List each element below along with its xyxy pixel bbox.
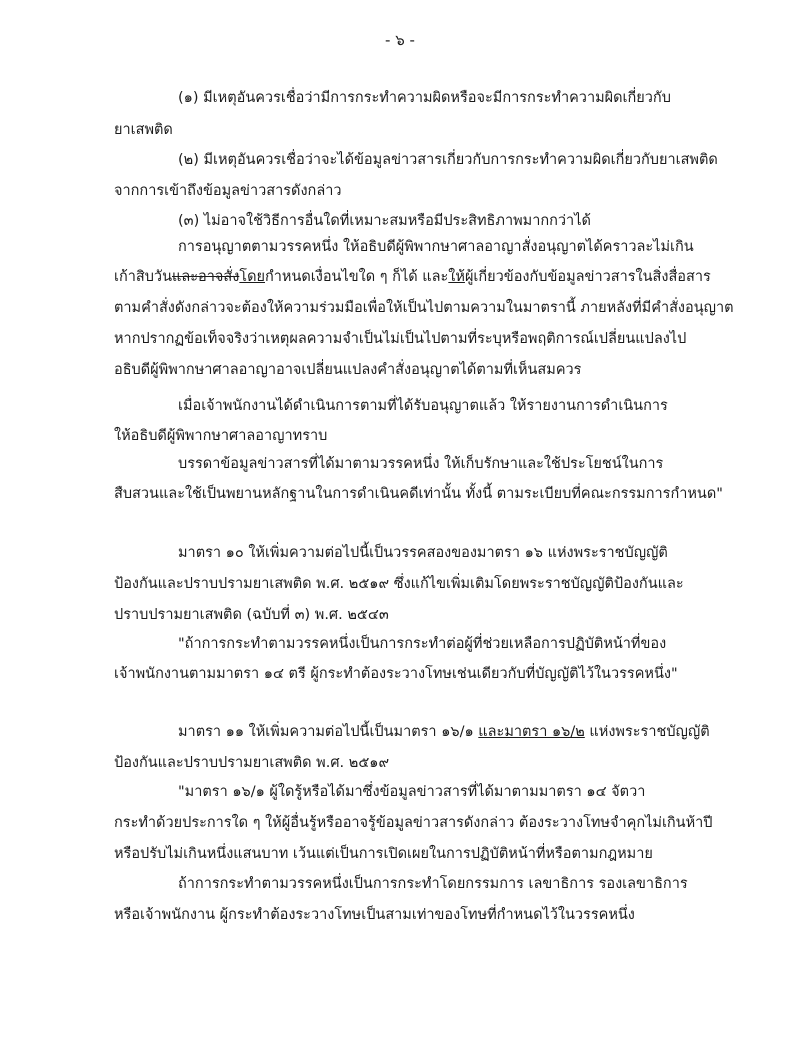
para-line: ยาเสพติด [114, 122, 173, 138]
text-span: เก้าสิบวัน [114, 269, 172, 285]
para-line: กระทำด้วยประการใด ๆ ให้ผู้อื่นรู้หรืออาจรู้ข้อมูลข่าวสารดังกล่าว ต้องระวางโทษจำคุกไม่เกินห้าปี [114, 815, 713, 831]
para-line: จากการเข้าถึงข้อมูลข่าวสารดังกล่าว [114, 183, 342, 199]
para-line: อธิบดีผู้พิพากษาศาลอาญาอาจเปลี่ยนแปลงคำสั่งอนุญาตได้ตามที่เห็นสมควร [114, 362, 582, 378]
underlined-text: และมาตรา ๑๖/๒ [478, 724, 585, 740]
para-line: เจ้าพนักงานตามมาตรา ๑๔ ตรี ผู้กระทำต้องระวางโทษเช่นเดียวกับที่บัญญัติไว้ในวรรคหนึ่ง" [114, 666, 678, 682]
text-span: กำหนดเงื่อนไขใด ๆ ก็ได้ และ [265, 269, 449, 285]
para-line: ให้อธิบดีผู้พิพากษาศาลอาญาทราบ [114, 428, 328, 444]
para-line: (๓) ไม่อาจใช้วิธีการอื่นใดที่เหมาะสมหรือมีประสิทธิภาพมากกว่าได้ [178, 213, 591, 229]
para-line: ถ้าการกระทำตามวรรคหนึ่งเป็นการกระทำโดยกรรมการ เลขาธิการ รองเลขาธิการ [178, 876, 688, 892]
text-span: มาตรา ๑๑ ให้เพิ่มความต่อไปนี้เป็นมาตรา ๑๖/๑ [178, 724, 479, 740]
para-line: สืบสวนและใช้เป็นพยานหลักฐานในการดำเนินคดีเท่านั้น ทั้งนี้ ตามระเบียบที่คณะกรรมการกำหนด" [114, 486, 723, 502]
para-line: หรือเจ้าพนักงาน ผู้กระทำต้องระวางโทษเป็นสามเท่าของโทษที่กำหนดไว้ในวรรคหนึ่ง [114, 907, 635, 923]
para-line-edited [114, 267, 711, 287]
struck-text: และอาจสั่ง [172, 269, 240, 285]
text-span: ผู้เกี่ยวข้องกับข้อมูลข่าวสารในสิ่งสื่อสาร [464, 269, 711, 285]
para-line: ป้องกันและปราบปรามยาเสพติด พ.ศ. ๒๕๑๙ [114, 755, 390, 771]
underlined-text: ให้ [448, 269, 465, 285]
para-line: หรือปรับไม่เกินหนึ่งแสนบาท เว้นแต่เป็นการเปิดเผยในการปฏิบัติหน้าที่หรือตามกฎหมาย [114, 846, 653, 862]
para-line: ตามคำสั่งดังกล่าวจะต้องให้ความร่วมมือเพื่อให้เป็นไปตามความในมาตรานี้ ภายหลังที่มีคำสั่งอนุญาต [114, 300, 734, 316]
para-line: "ถ้าการกระทำตามวรรคหนึ่งเป็นการกระทำต่อผู้ที่ช่วยเหลือการปฏิบัติหน้าที่ของ [178, 636, 667, 652]
para-line: (๒) มีเหตุอันควรเชื่อว่าจะได้ข้อมูลข่าวสารเกี่ยวกับการกระทำความผิดเกี่ยวกับยาเสพติด [178, 152, 718, 168]
text-span: แห่งพระราชบัญญัติ [584, 724, 710, 740]
para-line: "มาตรา ๑๖/๑ ผู้ใดรู้หรือได้มาซึ่งข้อมูลข่าวสารที่ได้มาตามมาตรา ๑๔ จัตวา [178, 784, 646, 800]
para-line: หากปรากฏข้อเท็จจริงว่าเหตุผลความจำเป็นไม่เป็นไปตามที่ระบุหรือพฤติการณ์เปลี่ยนแปลงไป [114, 331, 687, 347]
para-line: บรรดาข้อมูลข่าวสารที่ได้มาตามวรรคหนึ่ง ให้เก็บรักษาและใช้ประโยชน์ในการ [178, 456, 664, 472]
page-number: - ๖ - [385, 31, 415, 49]
para-line: ป้องกันและปราบปรามยาเสพติด พ.ศ. ๒๕๑๙ ซึ่งแก้ไขเพิ่มเติมโดยพระราชบัญญัติป้องกันและ [114, 576, 684, 592]
para-line: การอนุญาตตามวรรคหนึ่ง ให้อธิบดีผู้พิพากษาศาลอาญาสั่งอนุญาตได้คราวละไม่เกิน [178, 239, 694, 255]
para-line: เมื่อเจ้าพนักงานได้ดำเนินการตามที่ได้รับอนุญาตแล้ว ให้รายงานการดำเนินการ [178, 398, 668, 414]
para-line: มาตรา ๑๐ ให้เพิ่มความต่อไปนี้เป็นวรรคสองของมาตรา ๑๖ แห่งพระราชบัญญัติ [178, 545, 668, 561]
underlined-text: โดย [239, 269, 265, 285]
para-line: (๑) มีเหตุอันควรเชื่อว่ามีการกระทำความผิดหรือจะมีการกระทำความผิดเกี่ยวกับ [178, 90, 671, 106]
para-line-edited [178, 722, 710, 742]
para-line: ปราบปรามยาเสพติด (ฉบับที่ ๓) พ.ศ. ๒๕๔๓ [114, 607, 389, 623]
